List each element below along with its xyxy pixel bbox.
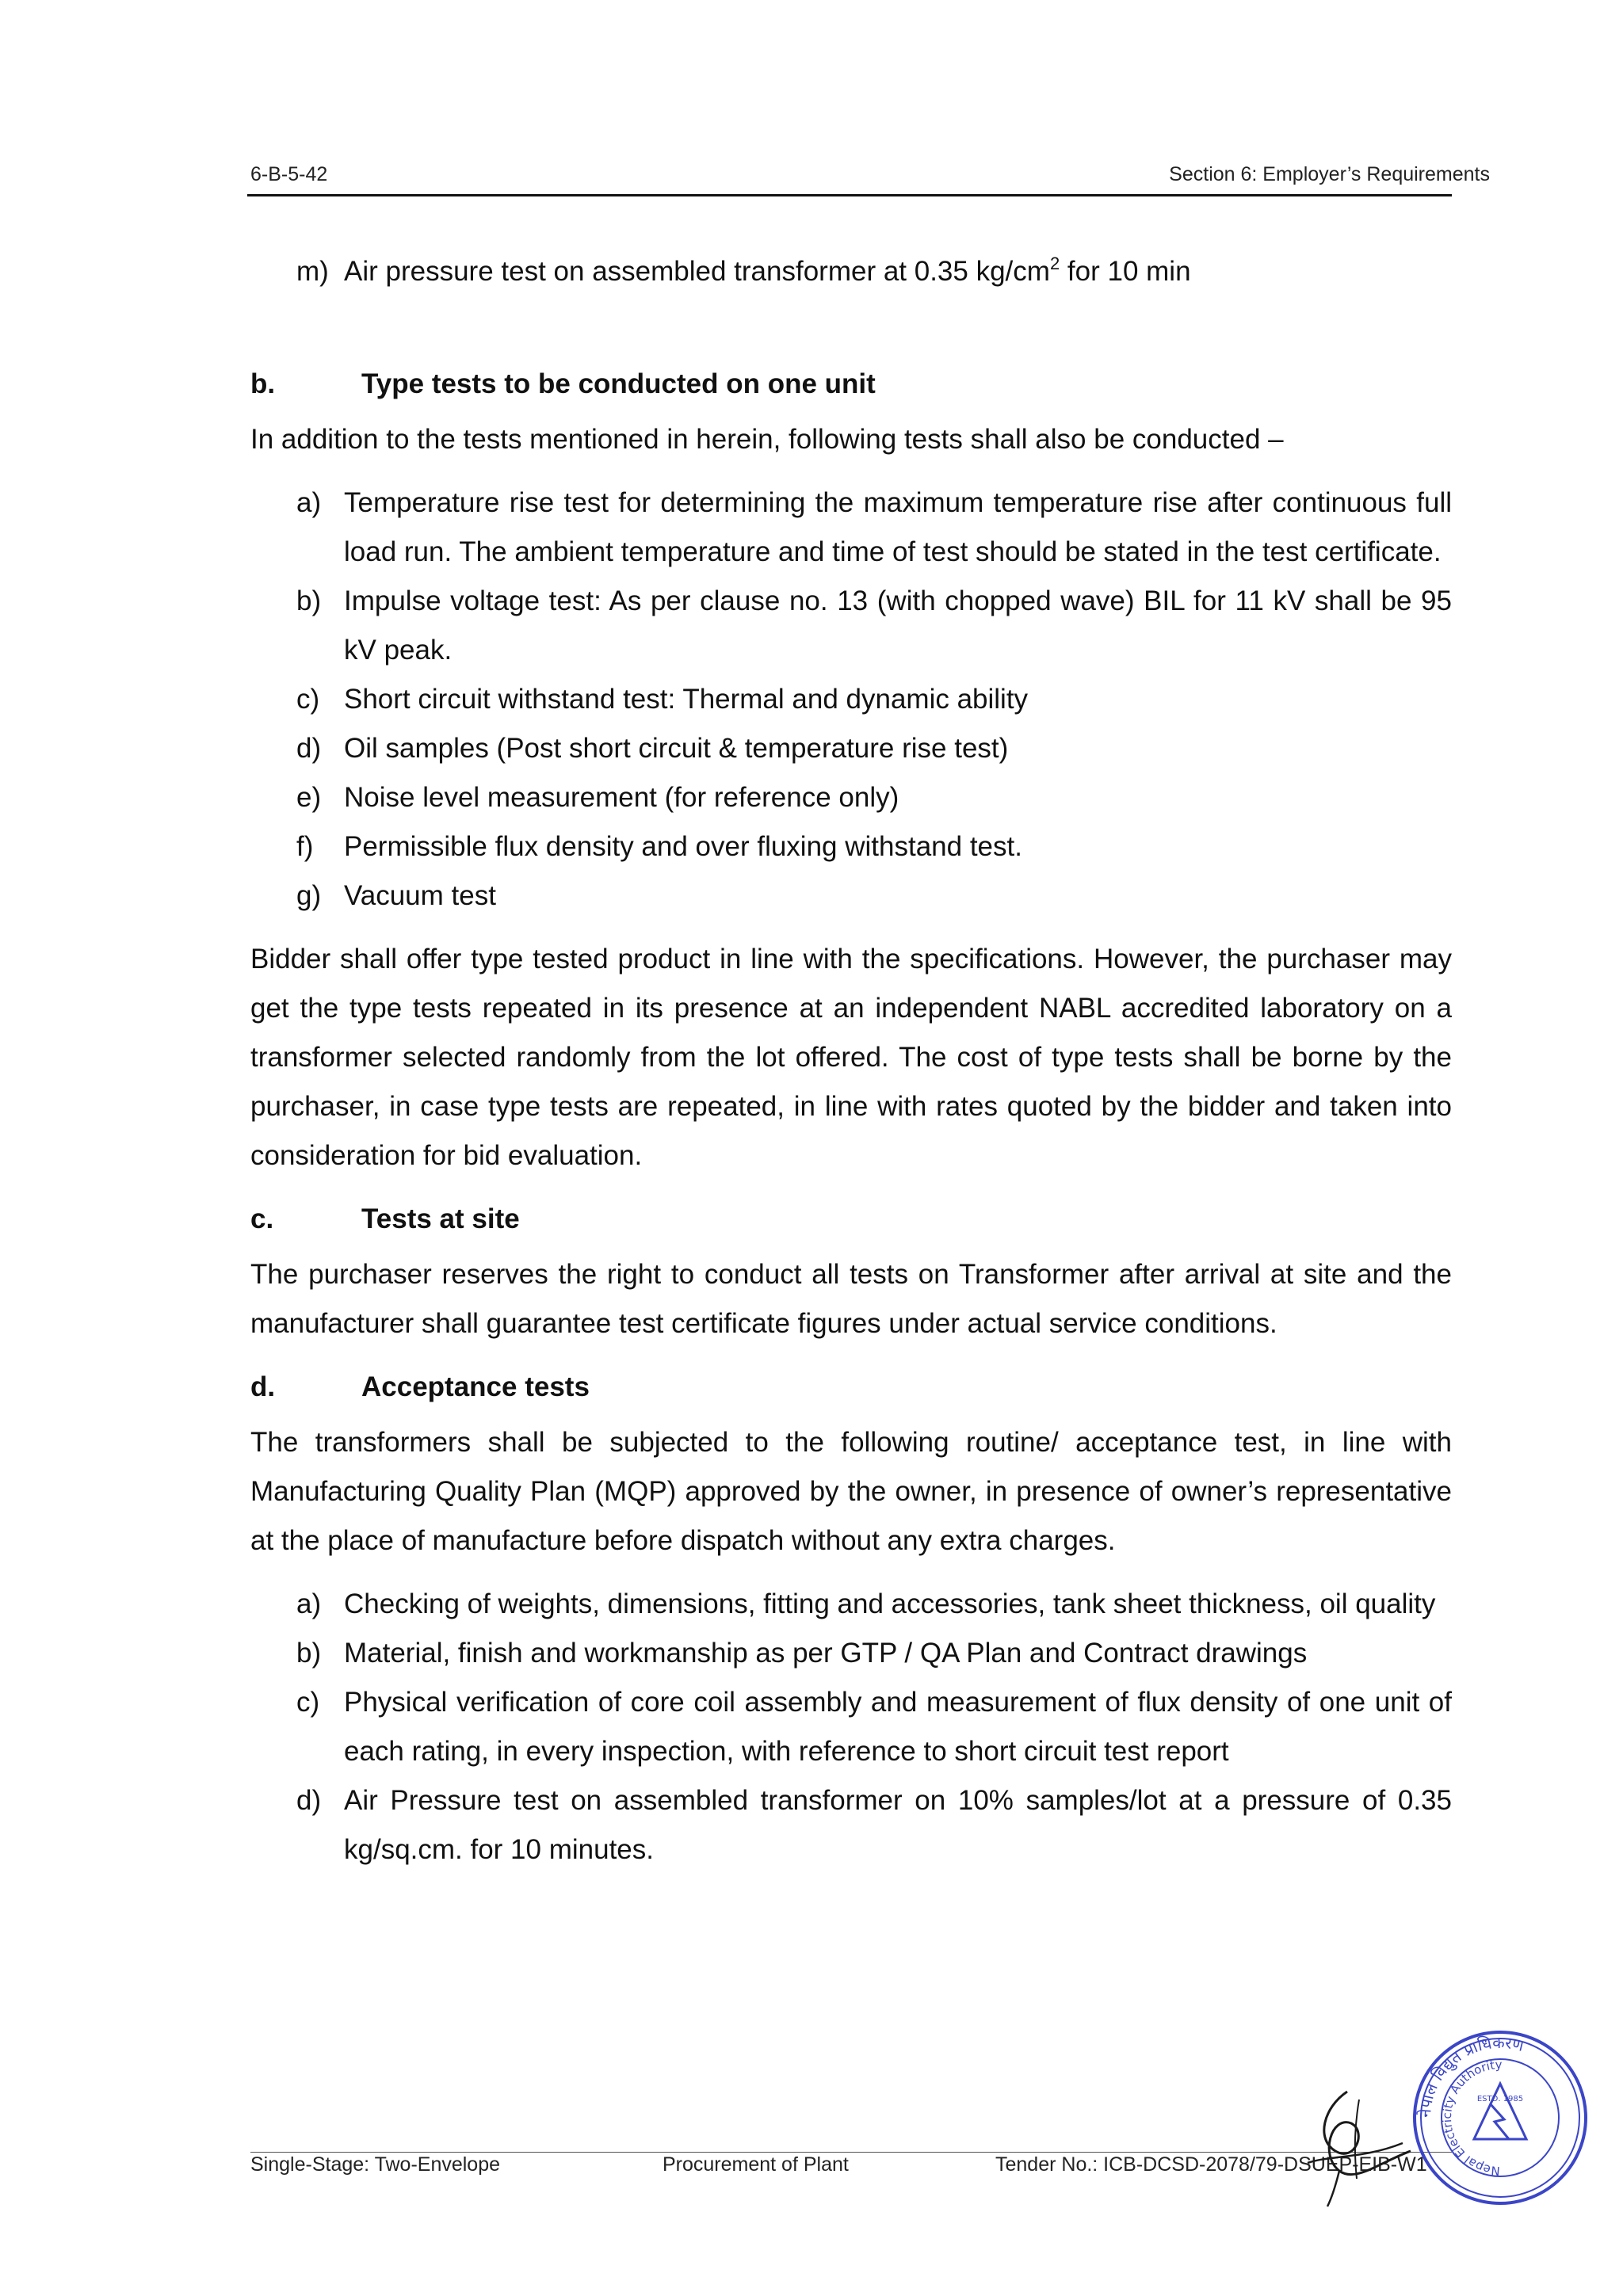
seal-outer-text: नेपाल विद्युत प्राधिकरण	[1415, 2032, 1526, 2119]
page-header	[250, 163, 1490, 195]
list-marker: c)	[296, 684, 320, 715]
heading-number: b.	[250, 368, 276, 399]
list-text: Impulse voltage test: As per clause no. 13 (with chopped wave) BIL for 11 kV shall be 95 kV peak.	[344, 585, 1452, 666]
list-item	[296, 479, 1452, 577]
list-text: Temperature rise test for determining the maximum temperature rise after continuous full load run. The ambient temperature and time of test should be stated in the test certificate.	[344, 487, 1452, 567]
list-text: Air pressure test on assembled transformer at 0.35 $kg/cm^2$ for 10 min	[344, 254, 1191, 287]
list-marker: d)	[296, 733, 322, 764]
heading-number: c.	[250, 1203, 274, 1234]
signature	[1292, 2076, 1419, 2210]
list-marker: c)	[296, 1687, 320, 1718]
list-text: Physical verification of core coil assembly and measurement of flux density of one unit of each rating, in every inspection, with reference to short circuit test report	[344, 1687, 1452, 1767]
official-seal	[1411, 2028, 1590, 2207]
list-text: Air Pressure test on assembled transformer on 10% samples/lot at a pressure of 0.35 kg/sq.cm. for 10 minutes.	[344, 1785, 1452, 1865]
section-b-intro: In addition to the tests mentioned in herein, following tests shall also be conducted –	[250, 424, 1284, 455]
heading-number: d.	[250, 1371, 276, 1402]
header-divider	[247, 194, 1452, 196]
seal-emblem-icon	[1474, 2084, 1526, 2139]
list-item	[296, 1629, 1452, 1678]
list-text: Material, finish and workmanship as per GTP / QA Plan and Contract drawings	[344, 1638, 1308, 1669]
list-item	[296, 1678, 1452, 1776]
section-heading-b	[250, 360, 1452, 409]
footer-divider	[250, 2152, 1452, 2153]
list-text: Permissible flux density and over fluxing withstand test.	[344, 831, 1022, 862]
heading-title: Tests at site	[361, 1203, 520, 1234]
list-text: Short circuit withstand test: Thermal and dynamic ability	[344, 684, 1029, 715]
list-item	[296, 773, 1452, 822]
list-marker: b)	[296, 1638, 322, 1669]
list-item	[296, 724, 1452, 773]
footer-right: Tender No.: ICB-DCSD-2078/79-DSUEP-EIB-W1	[995, 2153, 1427, 2176]
footer-left: Single-Stage: Two-Envelope	[250, 2153, 501, 2176]
section-heading-d	[250, 1363, 1452, 1412]
section-d-intro: The transformers shall be subjected to the following routine/ acceptance test, in line with Manufacturing Quality Plan (MQP) approved by the owner, in presence of owner’s representative at the place of manufacture before dispatch without any extra charges.	[250, 1427, 1452, 1556]
list-marker: m)	[296, 256, 329, 287]
list-marker: a)	[296, 1589, 322, 1619]
list-item	[296, 822, 1452, 871]
list-text: Noise level measurement (for reference only)	[344, 782, 899, 813]
list-marker: f)	[296, 831, 314, 862]
page-reference: 6-B-5-42	[250, 163, 328, 185]
list-marker: d)	[296, 1785, 322, 1816]
section-c-body: The purchaser reserves the right to conduct all tests on Transformer after arrival at site and the manufacturer shall guarantee test certificate figures under actual service conditions.	[250, 1259, 1452, 1339]
section-title: Section 6: Employer’s Requirements	[1169, 163, 1490, 185]
list-marker: e)	[296, 782, 322, 813]
list-text: Oil samples (Post short circuit & temperature rise test)	[344, 733, 1009, 764]
list-marker: b)	[296, 585, 322, 616]
list-item	[296, 675, 1452, 724]
list-item	[296, 577, 1452, 675]
seal-inner-text: Nepal Electricity Authority	[1439, 2057, 1503, 2179]
list-item	[296, 871, 1452, 921]
list-item	[296, 1580, 1452, 1629]
list-marker: a)	[296, 487, 322, 518]
list-item	[296, 247, 1452, 296]
section-b-closing: Bidder shall offer type tested product in line with the specifications. However, the purchaser may get the type tests repeated in its presence at an independent NABL accredited laboratory on a transformer selected randomly from the lot offered. The cost of type tests shall be borne by the purchaser, in case type tests are repeated, in line with rates quoted by the bidder and taken into consideration for bid evaluation.	[250, 944, 1452, 1171]
section-d-list	[250, 1580, 1452, 1875]
footer-center: Procurement of Plant	[663, 2153, 849, 2176]
list-text: Vacuum test	[344, 880, 496, 911]
superscript: 2	[1049, 254, 1060, 273]
document-body	[250, 247, 1452, 1875]
list-text: Checking of weights, dimensions, fitting and accessories, tank sheet thickness, oil quality	[344, 1589, 1436, 1619]
list-item	[296, 1776, 1452, 1875]
heading-title: Type tests to be conducted on one unit	[361, 368, 876, 399]
seal-estd: ESTD. 1985	[1476, 2095, 1524, 2103]
section-heading-c	[250, 1195, 1452, 1244]
heading-title: Acceptance tests	[361, 1371, 590, 1402]
section-b-list	[250, 479, 1452, 921]
list-marker: g)	[296, 880, 322, 911]
